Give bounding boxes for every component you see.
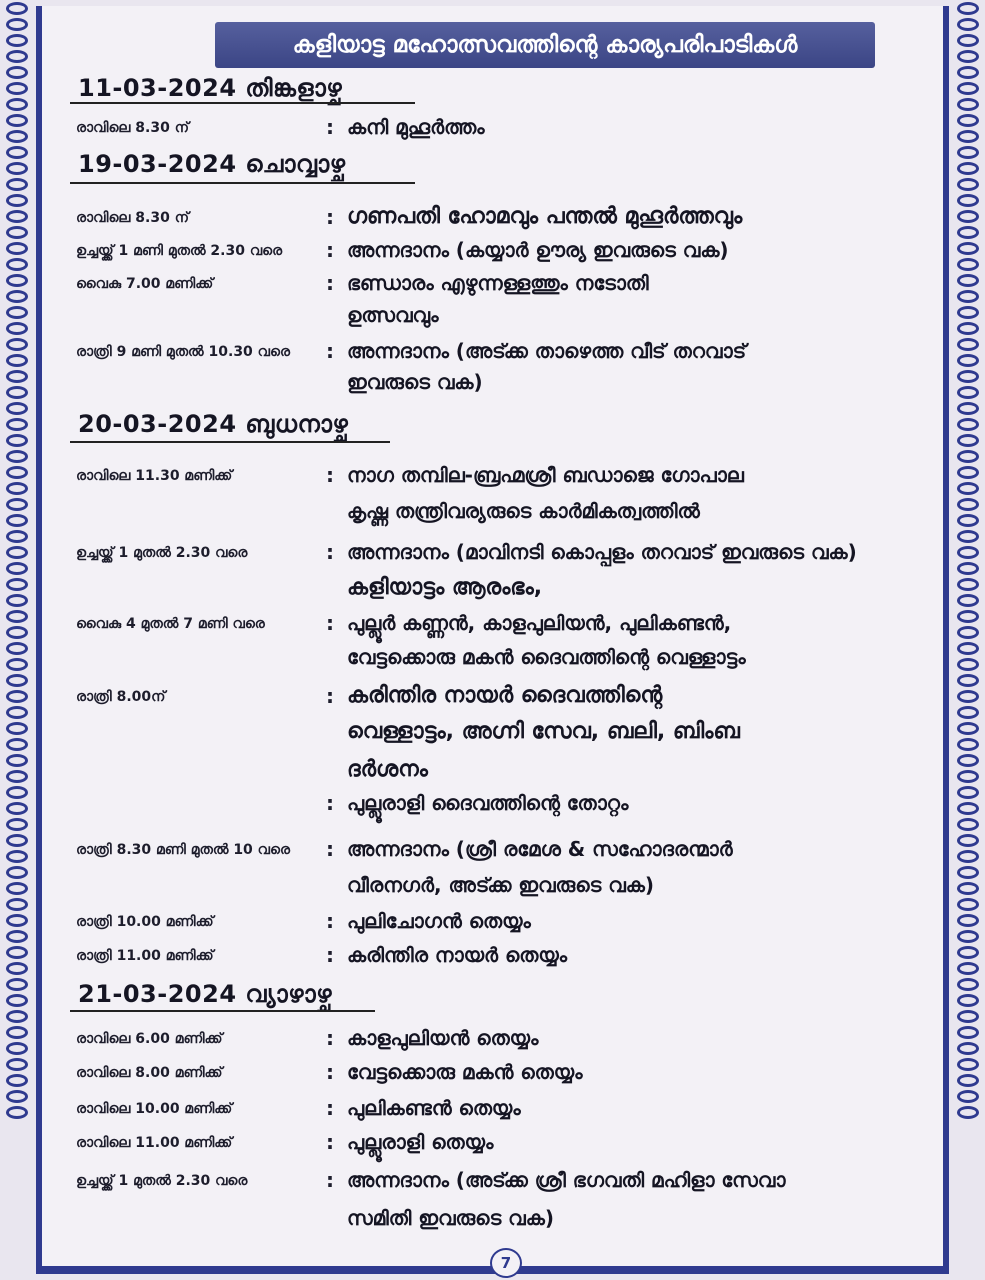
event-desc: അന്നദാനം (അട്ക്ക താഴെത്ത വീട് തറവാട്: [347, 339, 747, 363]
ring-ornament: [957, 546, 979, 559]
ring-ornament: [6, 914, 28, 927]
ring-ornament: [6, 258, 28, 271]
event-desc: സമിതി ഇവരുടെ വക): [347, 1206, 554, 1230]
separator: :: [326, 611, 334, 635]
ring-ornament: [957, 882, 979, 895]
event-time: രാവിലെ 10.00 മണിക്ക്: [76, 1101, 233, 1117]
event-time: രാത്രി 10.00 മണിക്ക്: [76, 914, 214, 930]
event-desc: പുല്ലൂർ കണ്ണൻ, കാളപുലിയൻ, പുലികണ്ടൻ,: [347, 611, 732, 635]
ring-ornament: [6, 882, 28, 895]
event-time: രാവിലെ 11.30 മണിക്ക്: [76, 468, 233, 484]
event-desc: നാഗ തമ്പില-ബ്രഹ്മശ്രീ ബഡാജെ ഗോപാല: [347, 463, 744, 487]
ring-ornament: [957, 386, 979, 399]
event-desc: കളിയാട്ടം ആരംഭം,: [347, 575, 543, 600]
separator: :: [326, 1130, 334, 1154]
ring-ornament: [957, 162, 979, 175]
ring-ornament: [957, 354, 979, 367]
ring-ornament: [957, 962, 979, 975]
ring-ornament: [957, 1106, 979, 1119]
ring-ornament: [6, 242, 28, 255]
ring-ornament: [957, 2, 979, 15]
ring-ornament: [6, 306, 28, 319]
event-time: രാത്രി 8.30 മണി മുതൽ 10 വരെ: [76, 842, 290, 858]
ring-ornament: [957, 930, 979, 943]
separator: :: [326, 1096, 334, 1120]
ring-ornament: [957, 418, 979, 431]
ring-ornament: [6, 818, 28, 831]
ring-ornament: [957, 50, 979, 63]
ring-ornament: [6, 322, 28, 335]
ring-ornament: [6, 386, 28, 399]
ring-ornament: [6, 866, 28, 879]
ring-ornament: [6, 434, 28, 447]
ring-ornament: [957, 338, 979, 351]
ring-ornament: [957, 946, 979, 959]
ring-ornament: [957, 242, 979, 255]
separator: :: [326, 684, 334, 708]
ring-ornament: [957, 370, 979, 383]
ring-ornament: [6, 1074, 28, 1087]
ring-ornament: [6, 370, 28, 383]
ring-ornament: [6, 610, 28, 623]
ring-ornament: [957, 18, 979, 31]
separator: :: [326, 791, 334, 815]
heading-underline: [70, 1010, 375, 1012]
event-time: വൈകു 4 മുതൽ 7 മണി വരെ: [76, 616, 265, 632]
ring-ornament: [6, 994, 28, 1007]
event-time: വൈകു 7.00 മണിക്ക്: [76, 276, 214, 292]
ring-ornament: [6, 962, 28, 975]
ring-ornament: [6, 690, 28, 703]
ring-ornament: [957, 146, 979, 159]
ring-ornament: [957, 306, 979, 319]
event-time: രാത്രി 11.00 മണിക്ക്: [76, 948, 214, 964]
ring-ornament: [6, 978, 28, 991]
ring-ornament: [6, 802, 28, 815]
ring-ornament: [6, 850, 28, 863]
event-desc: കരിന്തിര നായർ ദൈവത്തിന്റെ: [347, 683, 663, 708]
ring-ornament: [6, 130, 28, 143]
event-time: രാത്രി 9 മണി മുതൽ 10.30 വരെ: [76, 344, 290, 360]
event-time: രാവിലെ 11.00 മണിക്ക്: [76, 1135, 233, 1151]
event-time: രാവിലെ 8.00 മണിക്ക്: [76, 1065, 223, 1081]
ring-ornament: [957, 642, 979, 655]
ring-ornament: [6, 418, 28, 431]
event-desc: വേട്ടക്കൊരു മകൻ ദൈവത്തിന്റെ വെള്ളാട്ടം: [347, 645, 746, 669]
ring-ornament: [6, 658, 28, 671]
event-desc: കാളപുലിയൻ തെയ്യം: [347, 1026, 539, 1050]
event-desc: ഭണ്ഡാരം എഴുന്നള്ളത്തും നടോതി: [347, 271, 649, 295]
separator: :: [326, 943, 334, 967]
ring-ornament: [6, 530, 28, 543]
ring-ornament: [957, 178, 979, 191]
ring-ornament: [957, 914, 979, 927]
ring-ornament: [6, 194, 28, 207]
ring-ornament: [957, 578, 979, 591]
ring-ornament: [957, 706, 979, 719]
ring-ornament: [957, 690, 979, 703]
ring-ornament: [6, 1010, 28, 1023]
ring-ornament: [957, 82, 979, 95]
ring-ornament: [6, 546, 28, 559]
ring-ornament: [957, 1074, 979, 1087]
event-desc: കനി മുഹൂർത്തം: [347, 115, 485, 139]
event-time: രാവിലെ 8.30 ന്: [76, 210, 189, 226]
separator: :: [326, 1026, 334, 1050]
ring-ornament: [6, 770, 28, 783]
separator: :: [326, 205, 334, 229]
event-desc: അന്നദാനം (കയ്യാർ ഊര്യ ഇവരുടെ വക): [347, 238, 729, 262]
ring-ornament: [6, 834, 28, 847]
ring-ornament: [957, 626, 979, 639]
ring-ornament: [957, 850, 979, 863]
ring-ornament: [6, 162, 28, 175]
separator: :: [326, 463, 334, 487]
ring-ornament: [957, 738, 979, 751]
ring-ornament: [957, 802, 979, 815]
ring-ornament: [6, 1026, 28, 1039]
ring-ornament: [957, 1058, 979, 1071]
ring-ornament: [957, 658, 979, 671]
ring-ornament: [957, 98, 979, 111]
ring-ornament: [957, 482, 979, 495]
ring-ornament: [957, 66, 979, 79]
event-desc: അന്നദാനം (മാവിനടി കൊപ്പളം തറവാട് ഇവരുടെ വക): [347, 540, 857, 564]
ring-ornament: [6, 626, 28, 639]
event-desc: ഗണപതി ഹോമവും പന്തൽ മുഹൂർത്തവും: [347, 204, 743, 229]
ring-ornament: [6, 642, 28, 655]
event-time: രാവിലെ 6.00 മണിക്ക്: [76, 1031, 223, 1047]
ring-ornament: [6, 930, 28, 943]
ring-ornament: [957, 34, 979, 47]
ring-ornament: [957, 834, 979, 847]
ring-ornament: [957, 594, 979, 607]
event-desc: ദർശനം: [347, 757, 428, 782]
event-desc: ഇവരുടെ വക): [347, 370, 483, 394]
ring-ornament: [957, 498, 979, 511]
separator: :: [326, 837, 334, 861]
ring-ornament: [6, 706, 28, 719]
event-time: ഉച്ചയ്ക്ക് 1 മുതൽ 2.30 വരെ: [76, 545, 248, 561]
day-heading-19-03: 19-03-2024 ചൊവ്വാഴ്ച: [78, 150, 346, 178]
separator: :: [326, 540, 334, 564]
ring-ornament: [957, 434, 979, 447]
ring-ornament: [957, 786, 979, 799]
ring-ornament: [6, 946, 28, 959]
ring-ornament: [6, 738, 28, 751]
ring-ornament: [957, 898, 979, 911]
day-heading-11-03: 11-03-2024 തിങ്കളാഴ്ച: [78, 74, 343, 102]
separator: :: [326, 339, 334, 363]
ring-ornament: [957, 258, 979, 271]
ring-ornament: [957, 1010, 979, 1023]
ring-ornament: [957, 290, 979, 303]
separator: :: [326, 115, 334, 139]
event-desc: കൃഷ്ണ തന്ത്രിവര്യരുടെ കാർമികത്വത്തിൽ: [347, 499, 700, 523]
ring-ornament: [6, 34, 28, 47]
page-number: 7: [490, 1248, 522, 1278]
event-desc: അന്നദാനം (അട്ക്ക ശ്രീ ഭഗവതി മഹിളാ സേവാ: [347, 1168, 786, 1192]
ring-ornament: [6, 210, 28, 223]
ring-ornament: [957, 114, 979, 127]
ring-ornament: [6, 354, 28, 367]
ring-ornament: [957, 194, 979, 207]
ring-ornament: [6, 1106, 28, 1119]
ring-ornament: [6, 786, 28, 799]
page-title: കളിയാട്ട മഹോത്സവത്തിന്റെ കാര്യപരിപാടികൾ: [215, 22, 875, 68]
ring-ornament: [957, 866, 979, 879]
ring-ornament: [957, 514, 979, 527]
ring-ornament: [957, 1026, 979, 1039]
ring-ornament: [957, 994, 979, 1007]
ring-ornament: [6, 2, 28, 15]
ring-ornament: [957, 1090, 979, 1103]
event-desc: അന്നദാനം (ശ്രീ രമേശ & സഹോദരന്മാർ: [347, 837, 733, 861]
ring-ornament: [957, 754, 979, 767]
ring-ornament: [6, 402, 28, 415]
ring-ornament: [6, 18, 28, 31]
ring-ornament: [957, 1042, 979, 1055]
ring-ornament: [6, 450, 28, 463]
ring-ornament: [6, 466, 28, 479]
ring-ornament: [957, 130, 979, 143]
event-desc: വെള്ളാട്ടം, അഗ്നി സേവ, ബലി, ബിംബ: [347, 719, 740, 744]
day-heading-20-03: 20-03-2024 ബുധനാഴ്ച: [78, 410, 349, 438]
ring-ornament: [6, 82, 28, 95]
ring-ornament: [957, 450, 979, 463]
ring-ornament: [6, 98, 28, 111]
ring-ornament: [6, 498, 28, 511]
ring-ornament: [6, 1090, 28, 1103]
event-desc: വേട്ടക്കൊരു മകൻ തെയ്യം: [347, 1060, 583, 1084]
ring-ornament: [6, 514, 28, 527]
ring-ornament: [6, 578, 28, 591]
heading-underline: [70, 182, 415, 184]
event-desc: വീരനഗർ, അട്ക്ക ഇവരുടെ വക): [347, 873, 655, 897]
ring-ornament: [957, 978, 979, 991]
separator: :: [326, 1060, 334, 1084]
event-desc: പുലികണ്ടൻ തെയ്യം: [347, 1096, 521, 1120]
ring-ornament: [957, 226, 979, 239]
ring-ornament: [6, 562, 28, 575]
event-desc: പുല്ലൂരാളി ദൈവത്തിന്റെ തോറ്റം: [347, 791, 629, 815]
ring-ornament: [6, 66, 28, 79]
right-ring-border: [951, 0, 985, 1280]
ring-ornament: [6, 482, 28, 495]
separator: :: [326, 1168, 334, 1192]
ring-ornament: [957, 210, 979, 223]
event-desc: പുല്ലൂരാളി തെയ്യം: [347, 1130, 494, 1154]
ring-ornament: [957, 274, 979, 287]
event-desc: ഉത്സവവും: [347, 303, 439, 327]
day-heading-21-03: 21-03-2024 വ്യാഴാഴ്ച: [78, 980, 333, 1008]
ring-ornament: [957, 530, 979, 543]
ring-ornament: [957, 322, 979, 335]
event-desc: കരിന്തിര നായർ തെയ്യം: [347, 943, 568, 967]
ring-ornament: [6, 178, 28, 191]
separator: :: [326, 238, 334, 262]
ring-ornament: [6, 274, 28, 287]
ring-ornament: [957, 610, 979, 623]
separator: :: [326, 271, 334, 295]
ring-ornament: [6, 114, 28, 127]
ring-ornament: [6, 674, 28, 687]
ring-ornament: [6, 146, 28, 159]
left-ring-border: [0, 0, 34, 1280]
ring-ornament: [6, 594, 28, 607]
event-time: ഉച്ചയ്ക്ക് 1 മുതൽ 2.30 വരെ: [76, 1173, 248, 1189]
ring-ornament: [6, 50, 28, 63]
heading-underline: [70, 441, 390, 443]
ring-ornament: [957, 818, 979, 831]
ring-ornament: [957, 562, 979, 575]
ring-ornament: [6, 1042, 28, 1055]
ring-ornament: [6, 338, 28, 351]
heading-underline: [70, 102, 415, 104]
ring-ornament: [6, 290, 28, 303]
ring-ornament: [957, 466, 979, 479]
event-time: രാത്രി 8.00ന്: [76, 689, 166, 705]
event-time: രാവിലെ 8.30 ന്: [76, 120, 189, 136]
ring-ornament: [957, 770, 979, 783]
event-desc: പുലിചോഗൻ തെയ്യം: [347, 909, 531, 933]
ring-ornament: [957, 722, 979, 735]
event-time: ഉച്ചയ്ക്ക് 1 മണി മുതൽ 2.30 വരെ: [76, 243, 283, 259]
ring-ornament: [6, 1058, 28, 1071]
ring-ornament: [6, 754, 28, 767]
separator: :: [326, 909, 334, 933]
ring-ornament: [6, 898, 28, 911]
ring-ornament: [957, 402, 979, 415]
ring-ornament: [6, 722, 28, 735]
ring-ornament: [957, 674, 979, 687]
ring-ornament: [6, 226, 28, 239]
